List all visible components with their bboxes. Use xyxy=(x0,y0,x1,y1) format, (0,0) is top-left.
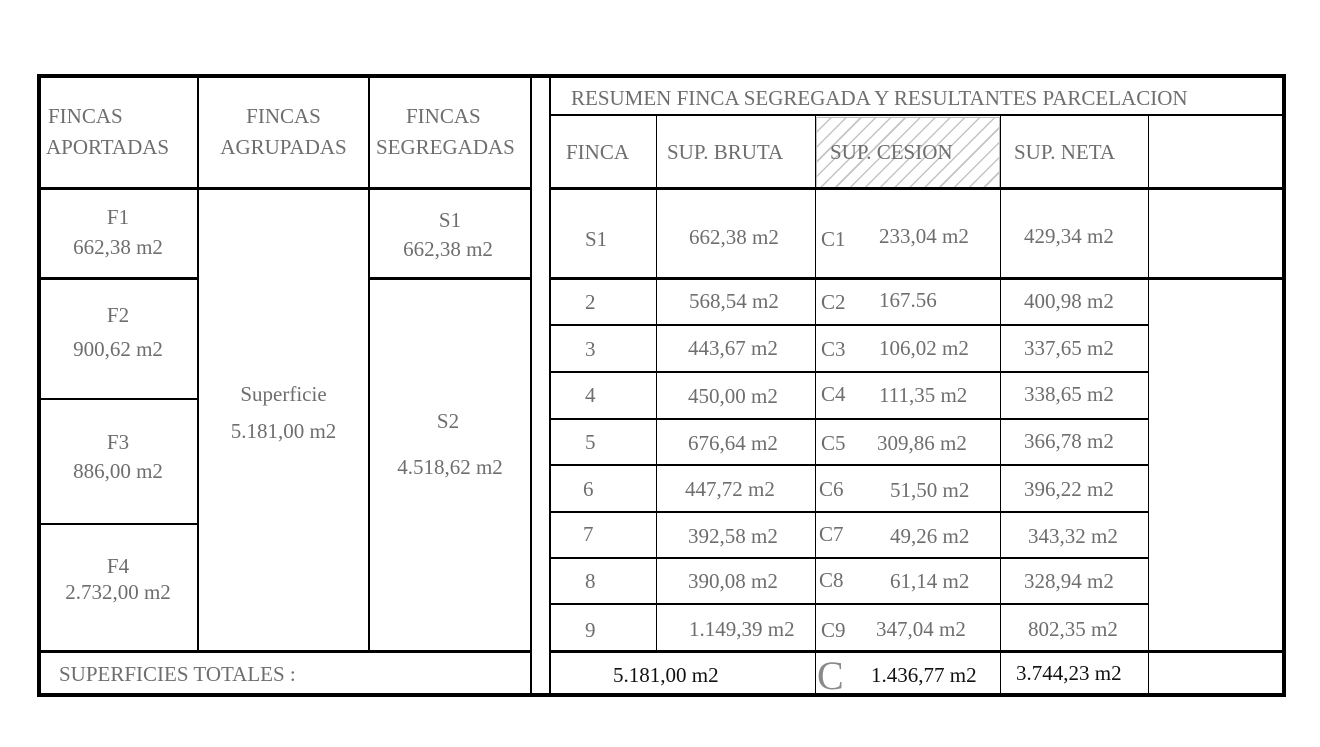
aportada-f4-area: 2.732,00 m2 xyxy=(65,580,171,604)
row-cesion: 51,50 m2 xyxy=(890,478,970,502)
header-agrupadas-1: FINCAS xyxy=(246,104,321,128)
h-line-f3 xyxy=(39,523,198,525)
h-line-header-right xyxy=(550,187,1283,190)
segregada-s2-area: 4.518,62 m2 xyxy=(397,455,503,479)
totals-cesion-code: C xyxy=(817,653,844,698)
header-finca: FINCA xyxy=(566,140,630,164)
segregada-s2-name: S2 xyxy=(436,409,460,433)
h-line-s1-left-b xyxy=(369,277,531,280)
h-line-s1-right xyxy=(550,277,1283,280)
frame-top xyxy=(37,74,1286,78)
v-line-segregadas xyxy=(530,76,532,695)
row-finca: 2 xyxy=(585,290,596,314)
row-bruta: 662,38 m2 xyxy=(689,225,779,249)
row-neta: 802,35 m2 xyxy=(1028,617,1118,641)
row-cesion: 61,14 m2 xyxy=(890,569,970,593)
agrupada-label: Superficie xyxy=(240,382,327,406)
frame-bottom xyxy=(37,693,1286,697)
row-cesion: 167.56 xyxy=(879,288,937,312)
row-finca: 9 xyxy=(585,618,596,642)
aportada-f3-area: 886,00 m2 xyxy=(73,459,163,483)
row-bruta: 676,64 m2 xyxy=(688,431,778,455)
header-agrupadas-2: AGRUPADAS xyxy=(220,135,347,159)
row-cesion-code: C4 xyxy=(821,382,846,406)
v-line-agrupadas xyxy=(368,76,370,652)
segregada-s1-name: S1 xyxy=(438,208,462,232)
totals-neta: 3.744,23 m2 xyxy=(1016,661,1122,685)
row-finca: 4 xyxy=(585,383,596,407)
row-finca: 3 xyxy=(585,337,596,361)
h-line-r4 xyxy=(550,418,1149,420)
row-cesion-code: C8 xyxy=(819,568,844,592)
row-finca: 7 xyxy=(583,522,594,546)
header-aportadas-2: APORTADAS xyxy=(46,135,170,159)
row-bruta: 392,58 m2 xyxy=(688,524,778,548)
header-segregadas-2: SEGREGADAS xyxy=(376,135,515,159)
row-neta: 366,78 m2 xyxy=(1024,429,1114,453)
row-bruta: 443,67 m2 xyxy=(688,336,778,360)
row-neta: 396,22 m2 xyxy=(1024,477,1114,501)
h-line-r8 xyxy=(550,603,1149,605)
v-line-finca xyxy=(656,115,657,652)
row-neta: 400,98 m2 xyxy=(1024,289,1114,313)
row-finca: 6 xyxy=(583,477,594,501)
h-line-r7 xyxy=(550,557,1149,559)
row-cesion: 111,35 m2 xyxy=(879,383,968,407)
row-cesion-code: C2 xyxy=(821,290,846,314)
h-line-r3 xyxy=(550,371,1149,373)
row-cesion-code: C9 xyxy=(821,618,846,642)
row-bruta: 447,72 m2 xyxy=(685,477,775,501)
v-line-aportadas xyxy=(197,76,199,652)
row-cesion: 309,86 m2 xyxy=(877,431,967,455)
totals-cesion: 1.436,77 m2 xyxy=(871,663,977,687)
row-cesion-code: C7 xyxy=(819,522,844,546)
agrupada-area: 5.181,00 m2 xyxy=(230,419,337,443)
header-aportadas-1: FINCAS xyxy=(48,104,123,128)
row-cesion: 233,04 m2 xyxy=(879,224,969,248)
row-cesion: 347,04 m2 xyxy=(876,617,966,641)
row-cesion: 49,26 m2 xyxy=(890,524,970,548)
row-finca: S1 xyxy=(585,227,608,251)
h-line-r2 xyxy=(550,324,1149,326)
row-bruta: 450,00 m2 xyxy=(688,384,778,408)
row-cesion-code: C5 xyxy=(821,431,846,455)
header-sup-bruta: SUP. BRUTA xyxy=(667,140,784,164)
row-cesion-code: C1 xyxy=(821,227,846,251)
v-line-neta xyxy=(1148,115,1149,695)
row-finca: 8 xyxy=(585,569,596,593)
row-neta: 328,94 m2 xyxy=(1024,569,1114,593)
aportada-f1-name: F1 xyxy=(106,205,130,229)
totals-bruta: 5.181,00 m2 xyxy=(613,663,719,687)
aportada-f1-area: 662,38 m2 xyxy=(73,235,163,259)
frame-right xyxy=(1282,74,1286,697)
row-cesion-code: C3 xyxy=(821,337,846,361)
row-neta: 338,65 m2 xyxy=(1024,382,1114,406)
row-bruta: 1.149,39 m2 xyxy=(689,617,795,641)
row-cesion: 106,02 m2 xyxy=(879,336,969,360)
row-bruta: 390,08 m2 xyxy=(688,569,778,593)
h-line-totals-left xyxy=(39,650,531,653)
header-resumen: RESUMEN FINCA SEGREGADA Y RESULTANTES PARCELACION xyxy=(571,86,1188,110)
row-neta: 343,32 m2 xyxy=(1028,524,1118,548)
aportada-f3-name: F3 xyxy=(106,430,130,454)
row-finca: 5 xyxy=(585,430,596,454)
row-cesion-code: C6 xyxy=(819,477,844,501)
row-neta: 337,65 m2 xyxy=(1024,336,1114,360)
aportada-f4-name: F4 xyxy=(106,554,130,578)
row-bruta: 568,54 m2 xyxy=(689,289,779,313)
segregada-s1-area: 662,38 m2 xyxy=(403,237,493,261)
aportada-f2-name: F2 xyxy=(106,303,130,327)
h-line-r5 xyxy=(550,464,1149,466)
h-line-s1-left-a xyxy=(39,277,198,280)
header-segregadas-1: FINCAS xyxy=(406,104,481,128)
header-sup-cesion: SUP. CESION xyxy=(830,140,953,164)
aportada-f2-area: 900,62 m2 xyxy=(73,337,163,361)
h-line-totals-right xyxy=(550,650,1283,653)
h-line-r6 xyxy=(550,511,1149,513)
h-line-header xyxy=(39,187,531,190)
v-line-cesion xyxy=(1000,115,1001,695)
h-line-f2 xyxy=(39,398,198,400)
v-line-bruta xyxy=(815,115,816,695)
row-neta: 429,34 m2 xyxy=(1024,224,1114,248)
h-line-resumen xyxy=(550,114,1283,116)
header-sup-neta: SUP. NETA xyxy=(1014,140,1116,164)
totals-label: SUPERFICIES TOTALES : xyxy=(59,662,296,686)
